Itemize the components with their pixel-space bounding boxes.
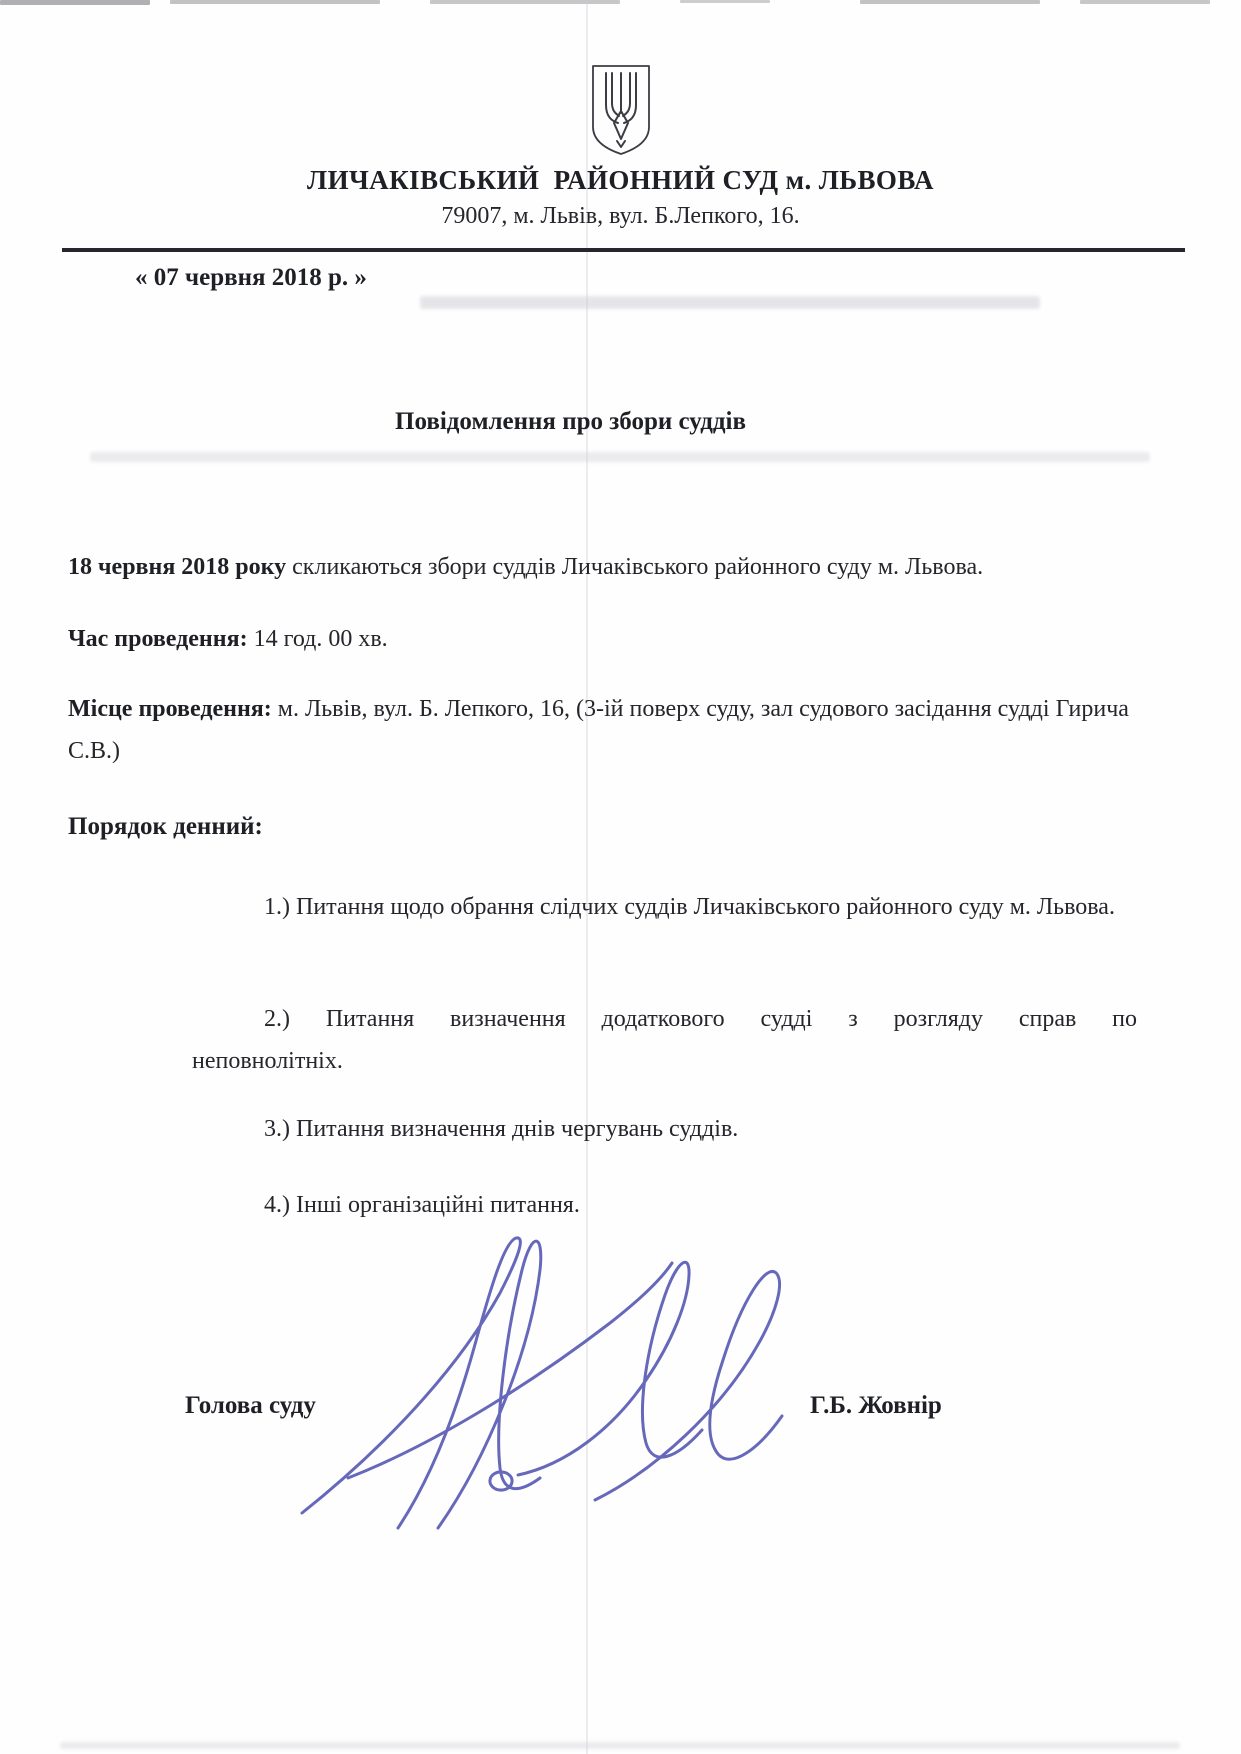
time-paragraph — [68, 618, 1138, 660]
agenda-heading: Порядок денний: — [68, 813, 263, 840]
scan-artifact — [1080, 0, 1210, 4]
scan-artifact — [430, 0, 620, 4]
scan-smudge — [90, 452, 1150, 462]
agenda-item-1: 1.) Питання щодо обрання слідчих суддів Личаківського районного суду м. Львова. — [264, 894, 1115, 920]
signer-role: Голова суду — [185, 1392, 316, 1419]
scan-smudge — [420, 296, 1040, 309]
place-paragraph — [68, 688, 1138, 772]
court-address: 79007, м. Львів, вул. Б.Лепкого, 16. — [441, 203, 800, 229]
time-label: Час проведення: — [68, 626, 248, 652]
place-label: Місце проведення: — [68, 696, 272, 722]
scan-artifact — [680, 0, 770, 3]
scan-smudge — [60, 1742, 1180, 1749]
agenda-item-4: 4.) Інші організаційні питання. — [264, 1192, 580, 1218]
header-divider — [62, 248, 1185, 252]
agenda-item-3: 3.) Питання визначення днів чергувань суддів. — [264, 1116, 739, 1142]
agenda-item-2: 2.) Питання визначення додаткового судді з розгляду справ по неповнолітніх. — [192, 1006, 1137, 1074]
document-title: Повідомлення про збори суддів — [395, 408, 746, 435]
place-value: м. Львів, вул. Б. Лепкого, 16, (3-ій поверх суду, зал судового засідання судді Гирича С.В.) — [68, 696, 1129, 764]
handwritten-signature — [290, 1178, 800, 1538]
court-name: ЛИЧАКІВСЬКИЙ РАЙОННИЙ СУД м. ЛЬВОВА — [307, 165, 934, 195]
scan-artifact — [0, 0, 150, 5]
signer-name: Г.Б. Жовнір — [810, 1392, 942, 1419]
ukraine-trident-emblem-icon — [590, 63, 652, 157]
time-value: 14 год. 00 хв. — [247, 626, 388, 652]
document-date: « 07 червня 2018 р. » — [135, 264, 367, 291]
scan-artifact — [170, 0, 380, 4]
scan-artifact — [860, 0, 1040, 4]
intro-text: скликаються збори суддів Личаківського районного суду м. Львова. — [286, 554, 984, 580]
intro-date-bold: 18 червня 2018 року — [68, 554, 287, 580]
intro-paragraph — [68, 546, 1138, 588]
